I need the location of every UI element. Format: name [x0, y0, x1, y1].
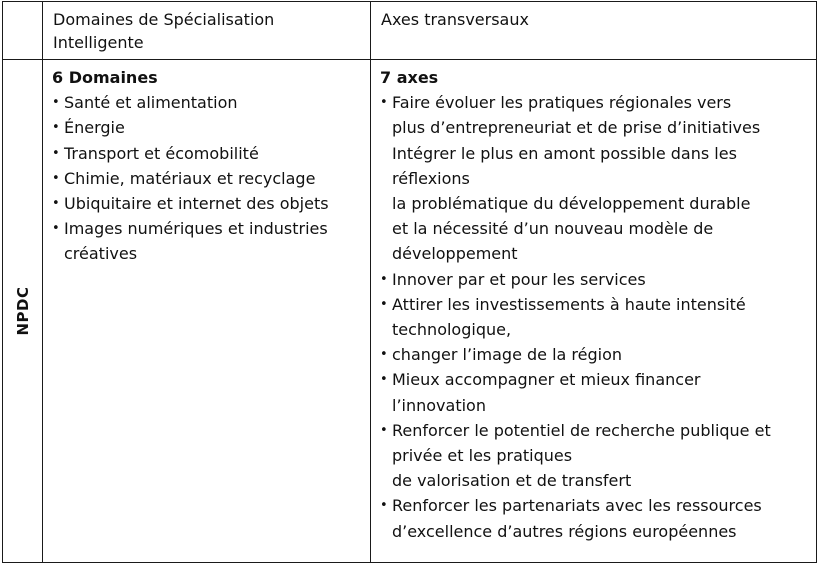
region-label-cell	[3, 60, 43, 563]
list-item: • Ubiquitaire et internet des objets	[52, 191, 362, 216]
list-item: • Renforcer le potentiel de recherche publique et privée et les pratiques de valorisation et de transfert	[380, 418, 808, 494]
list-item: • changer l’image de la région	[380, 342, 808, 367]
list-item: • Images numériques et industries créatives	[52, 216, 362, 266]
list-item: • Santé et alimentation	[52, 90, 362, 115]
domains-list	[52, 90, 362, 266]
list-item: • Faire évoluer les pratiques régionales vers plus d’entrepreneuriat et de prise d’initiatives Intégrer le plus en amont possible dans les réflexions la problématique du développement durable et la nécessité d’un nouveau modèle de développement	[380, 90, 808, 266]
axes-heading: 7 axes	[380, 68, 439, 87]
region-label: NPDC	[13, 286, 32, 336]
axes-list	[380, 90, 808, 544]
list-item: • Mieux accompagner et mieux financer l’innovation	[380, 367, 808, 417]
header-axes-cell: Axes transversaux	[371, 2, 817, 60]
specialisation-table	[2, 1, 817, 563]
list-item: • Énergie	[52, 115, 362, 140]
list-item: • Innover par et pour les services	[380, 267, 808, 292]
list-item: • Chimie, matériaux et recyclage	[52, 166, 362, 191]
region-row	[3, 60, 817, 563]
list-item: • Transport et écomobilité	[52, 141, 362, 166]
header-label-cell	[3, 2, 43, 60]
list-item: • Attirer les investissements à haute intensité technologique,	[380, 292, 808, 342]
axes-cell	[371, 60, 817, 563]
list-item: • Renforcer les partenariats avec les ressources d’excellence d’autres régions européennes	[380, 493, 808, 543]
domains-cell	[43, 60, 371, 563]
header-row	[3, 2, 817, 60]
domains-heading: 6 Domaines	[52, 68, 158, 87]
header-domains-cell: Domaines de Spécialisation Intelligente	[43, 2, 371, 60]
